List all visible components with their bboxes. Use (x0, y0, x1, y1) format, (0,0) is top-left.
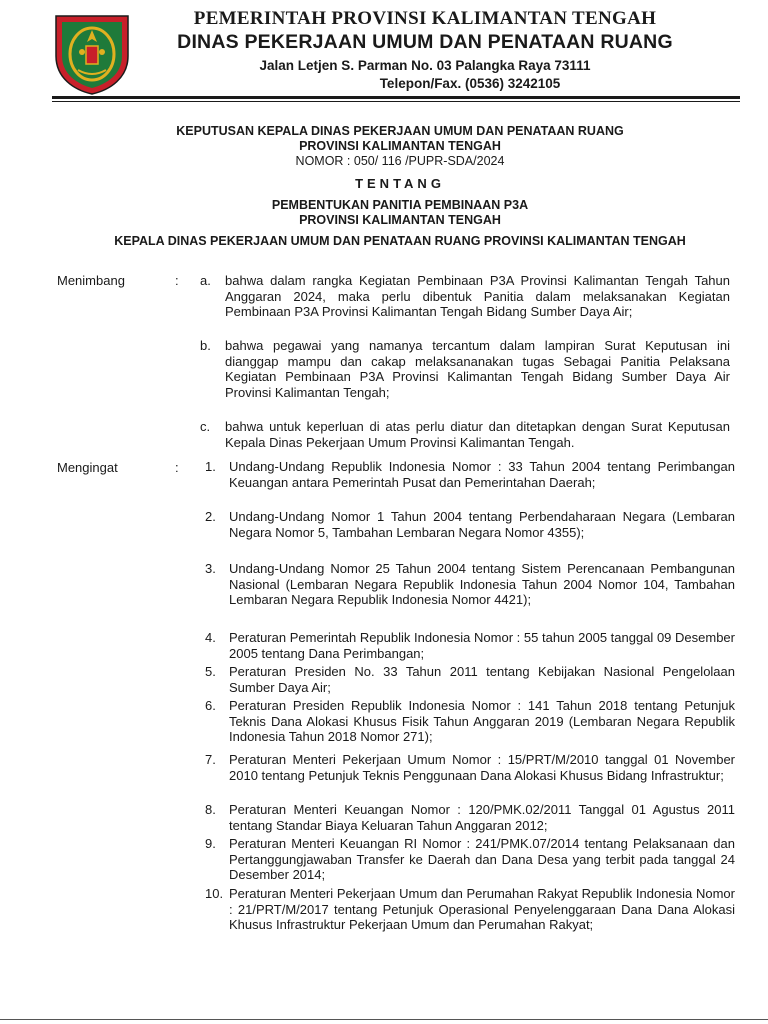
item-marker: c. (200, 419, 211, 434)
item-marker: 8. (205, 802, 216, 817)
page-bottom-edge (0, 1019, 768, 1020)
decree-subject: PEMBENTUKAN PANITIA PEMBINAAN P3A (271, 198, 529, 212)
decree-title: KEPUTUSAN KEPALA DINAS PEKERJAAN UMUM DAN PENATAAN RUANG (176, 124, 624, 138)
item-marker: 10. (205, 886, 224, 901)
mengingat-item (205, 836, 735, 883)
kalteng-emblem-icon (52, 12, 132, 96)
decree-number: NOMOR : 050/ 116 /PUPR-SDA/2024 (295, 154, 505, 168)
decree-issuer: KEPALA DINAS PEKERJAAN UMUM DAN PENATAAN RUANG PROVINSI KALIMANTAN TENGAH (114, 234, 686, 248)
item-marker: 1. (205, 459, 216, 474)
mengingat-item (205, 752, 735, 783)
letterhead-address: Jalan Letjen S. Parman No. 03 Palangka Raya 73111 (259, 58, 591, 73)
letterhead-phone: Telepon/Fax. (0536) 3242105 (379, 76, 561, 91)
tentang-heading: TENTANG (355, 176, 445, 191)
mengingat-item (205, 886, 735, 933)
item-text: Undang-Undang Nomor 25 Tahun 2004 tentang Sistem Perencanaan Pembangunan Nasional (Lembaran Negara Republik Indonesia Tahun 2004 Nomor 104, Tambahan Lembaran Negara Republik Indonesia Nomor 4421); (229, 561, 735, 607)
item-marker: b. (200, 338, 211, 353)
item-marker: 3. (205, 561, 216, 576)
mengingat-item (205, 802, 735, 833)
decree-title-province: PROVINSI KALIMANTAN TENGAH (299, 139, 501, 153)
mengingat-item (205, 698, 735, 745)
item-marker: 7. (205, 752, 216, 767)
item-text: Undang-Undang Nomor 1 Tahun 2004 tentang Perbendaharaan Negara (Lembaran Negara Nomor 5, Tambahan Lembaran Negara Nomor 4355); (229, 509, 735, 540)
menimbang-colon: : (175, 273, 179, 288)
letterhead-rule-thick (52, 96, 740, 99)
letterhead-government: PEMERINTAH PROVINSI KALIMANTAN TENGAH (193, 8, 657, 29)
menimbang-label: Menimbang (57, 273, 125, 288)
item-text: bahwa pegawai yang namanya tercantum dalam lampiran Surat Keputusan ini dianggap mampu dan cakap melaksananakan tugas Sebagai Panitia Pelaksana Kegiatan Pembinaan P3A Provinsi Kalimantan Tengah Bidang Sumber Daya Air Provinsi Kalimantan Tengah; (225, 338, 730, 400)
item-text: Peraturan Presiden No. 33 Tahun 2011 tentang Kebijakan Nasional Pengelolaan Sumber Daya Air; (229, 664, 735, 695)
item-marker: 5. (205, 664, 216, 679)
mengingat-label: Mengingat (57, 460, 118, 475)
item-text: Undang-Undang Republik Indonesia Nomor : 33 Tahun 2004 tentang Perimbangan Keuangan antara Pemerintah Pusat dan Pemerintahan Daerah; (229, 459, 735, 490)
item-marker: 6. (205, 698, 216, 713)
letterhead-rule-thin (52, 101, 740, 102)
mengingat-item (205, 509, 735, 540)
item-text: Peraturan Presiden Republik Indonesia Nomor : 141 Tahun 2018 tentang Petunjuk Teknis Dana Alokasi Khusus Fisik Tahun Anggaran 2019 (Lembaran Negara Republik Indonesia Tahun 2018 Nomor 271); (229, 698, 735, 744)
menimbang-item (200, 338, 730, 400)
item-marker: 4. (205, 630, 216, 645)
mengingat-item (205, 630, 735, 661)
letterhead (140, 8, 710, 93)
item-text: bahwa untuk keperluan di atas perlu diatur dan ditetapkan dengan Surat Keputusan Kepala Dinas Pekerjaan Umum Provinsi Kalimantan Tengah. (225, 419, 730, 450)
letterhead-agency: DINAS PEKERJAAN UMUM DAN PENATAAN RUANG (177, 31, 673, 53)
item-text: Peraturan Menteri Keuangan RI Nomor : 241/PMK.07/2014 tentang Pelaksanaan dan Pertanggungjawaban Transfer ke Daerah dan Dana Desa yang terbit pada tanggal 24 Desember 2014; (229, 836, 735, 882)
mengingat-item (205, 561, 735, 608)
mengingat-item (205, 664, 735, 695)
decree-subject-province: PROVINSI KALIMANTAN TENGAH (299, 213, 501, 227)
item-text: Peraturan Menteri Pekerjaan Umum dan Perumahan Rakyat Republik Indonesia Nomor : 21/PRT/M/2017 tentang Petunjuk Operasional Penyelenggaraan Dana Dana Alokasi Khusus Infrastruktur Pekerjaan Umum dan Perumahan Rakyat; (229, 886, 735, 932)
item-marker: a. (200, 273, 211, 288)
item-text: bahwa dalam rangka Kegiatan Pembinaan P3A Provinsi Kalimantan Tengah Tahun Anggaran 2024, maka perlu dibentuk Panitia dalam melaksanakan Kegiatan Pembinaan P3A Provinsi Kalimantan Tengah Bidang Sumber Daya Air; (225, 273, 730, 319)
item-text: Peraturan Pemerintah Republik Indonesia Nomor : 55 tahun 2005 tanggal 09 Desember 2005 tentang Dana Perimbangan; (229, 630, 735, 661)
item-text: Peraturan Menteri Pekerjaan Umum Nomor : 15/PRT/M/2010 tanggal 01 November 2010 tentang Petunjuk Teknis Penggunaan Dana Alokasi Khusus Bidang Infrastruktur; (229, 752, 735, 783)
mengingat-item (205, 459, 735, 490)
menimbang-item (200, 419, 730, 450)
menimbang-item (200, 273, 730, 320)
mengingat-colon: : (175, 460, 179, 475)
item-marker: 9. (205, 836, 216, 851)
item-text: Peraturan Menteri Keuangan Nomor : 120/PMK.02/2011 Tanggal 01 Agustus 2011 tentang Standar Biaya Keluaran Tahun Anggaran 2012; (229, 802, 735, 833)
item-marker: 2. (205, 509, 216, 524)
